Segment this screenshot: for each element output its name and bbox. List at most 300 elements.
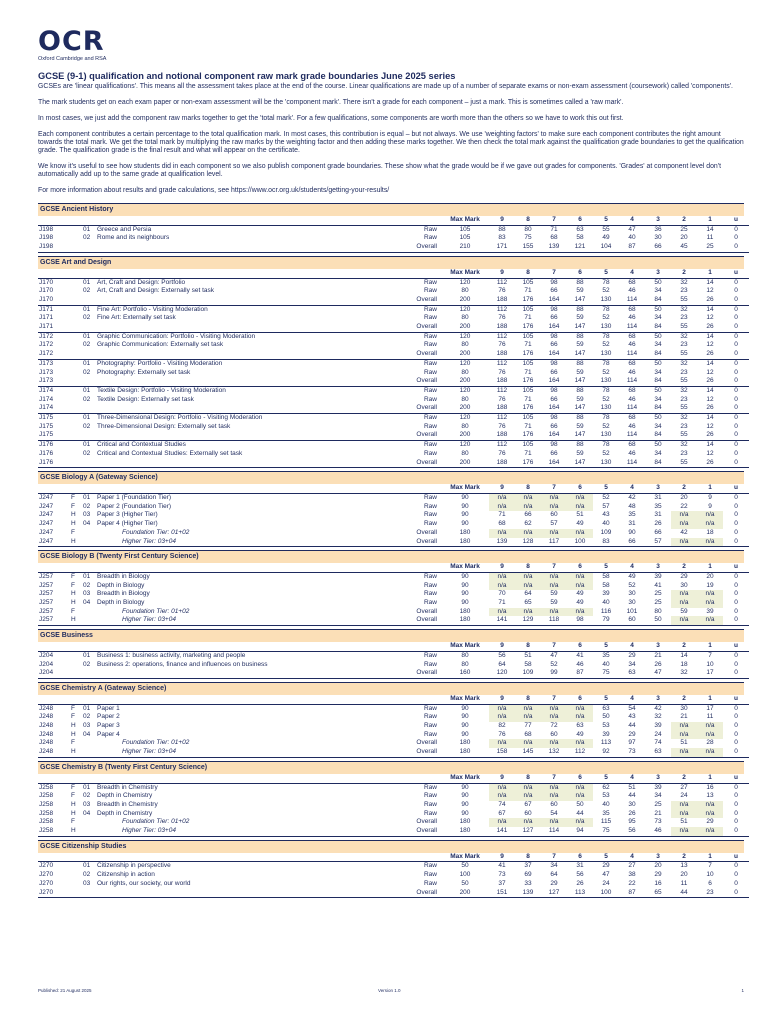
header-blank	[38, 642, 70, 651]
grade-boundary-cell: 21	[654, 809, 662, 817]
grade-boundary-cell: 55	[671, 350, 697, 359]
grade-boundary-cell: 46	[628, 368, 636, 376]
grade-boundary-cell: 55	[671, 431, 697, 440]
grade-boundary-cell: 68	[550, 234, 558, 242]
grade-boundary-cell: 57	[645, 538, 671, 547]
mark-type: Overall	[388, 827, 441, 836]
grade-boundary-cell: 130	[593, 431, 619, 440]
max-mark: 180	[459, 528, 471, 536]
max-mark: 90	[461, 792, 469, 800]
table-row	[38, 296, 749, 305]
grade-boundary-cell: 50	[654, 414, 662, 422]
tier	[70, 450, 82, 459]
max-mark: 90	[461, 722, 469, 730]
grade-boundary-cell: 34	[654, 368, 662, 376]
tier	[70, 459, 82, 468]
mark-type: Raw	[423, 441, 437, 449]
grade-boundary-cell: 188	[489, 431, 515, 440]
grade-header: 1	[697, 216, 723, 225]
table-row	[38, 651, 749, 660]
grade-boundary-cell: 66	[550, 395, 558, 403]
grade-boundary-cell: 130	[593, 377, 619, 386]
table-header-row	[38, 642, 749, 651]
max-mark: 200	[441, 459, 489, 468]
grade-boundary-cell: 44	[671, 889, 697, 898]
spec-code: J175	[39, 422, 54, 430]
grade-boundary-cell: n/a	[697, 599, 723, 608]
component-number	[82, 296, 96, 305]
grade-boundary-cell: 66	[550, 368, 558, 376]
grade-boundary-cell: 139	[541, 243, 567, 252]
grade-boundary-cell: n/a	[515, 608, 541, 617]
grade-boundary-cell: 88	[576, 278, 584, 286]
grade-boundary-cell: 100	[593, 889, 619, 898]
grade-boundary-cell: 0	[734, 730, 738, 738]
table-row	[38, 511, 749, 520]
grade-boundary-cell: 0	[734, 528, 738, 536]
grade-boundary-cell: 78	[602, 332, 610, 340]
grade-boundary-cell: 88	[576, 441, 584, 449]
component-number	[82, 538, 96, 547]
grade-boundary-cell: n/a	[671, 801, 697, 810]
grade-boundary-cell: 30	[680, 581, 688, 589]
grade-boundary-cell: 112	[496, 386, 508, 394]
max-mark: 120	[459, 278, 471, 286]
grade-boundary-cell: 67	[524, 800, 532, 808]
component-title: Paper 4 (Higher Tier)	[97, 520, 158, 528]
tier	[70, 441, 82, 450]
mark-type: Overall	[388, 350, 441, 359]
grade-boundary-cell: 29	[602, 862, 610, 870]
mark-type: Raw	[423, 332, 437, 340]
header-blank	[82, 563, 96, 572]
component-title: Higher Tier: 03+04	[96, 616, 388, 625]
grade-boundary-cell: 20	[706, 572, 714, 580]
grade-boundary-cell: 63	[619, 669, 645, 678]
grade-boundary-cell: 88	[576, 386, 584, 394]
grade-header: 7	[541, 642, 567, 651]
spec-code: J247	[39, 528, 54, 536]
grade-boundary-cell: 55	[671, 377, 697, 386]
page-number: 1	[741, 988, 744, 993]
grade-boundary-cell: 130	[593, 350, 619, 359]
tier: F	[71, 783, 75, 791]
tier: F	[71, 792, 75, 800]
grade-boundary-cell: n/a	[671, 731, 697, 740]
max-mark: 90	[461, 800, 469, 808]
header-blank	[388, 484, 441, 493]
subject-section	[38, 256, 744, 468]
grade-boundary-cell: 164	[541, 350, 567, 359]
grade-boundary-cell: 66	[550, 449, 558, 457]
spec-code: J204	[39, 660, 54, 668]
grade-boundary-cell: 0	[723, 243, 749, 252]
grade-boundary-cell: 171	[489, 243, 515, 252]
component-number	[82, 243, 96, 252]
max-mark: 80	[461, 341, 469, 349]
grade-boundary-cell: 46	[628, 395, 636, 403]
table-row	[38, 538, 749, 547]
grade-boundary-cell: 32	[680, 386, 688, 394]
intro-text	[38, 83, 744, 195]
table-row	[38, 459, 749, 468]
grade-boundary-cell: 77	[524, 722, 532, 730]
tier: F	[71, 528, 75, 536]
grade-header: 5	[593, 269, 619, 278]
grade-boundary-cell: 47	[602, 871, 610, 879]
grade-boundary-cell: 30	[628, 599, 636, 607]
table-row	[38, 889, 749, 898]
grade-boundary-cell: 52	[602, 314, 610, 322]
grade-boundary-cell: 71	[524, 287, 532, 295]
mark-type: Raw	[423, 599, 437, 607]
grade-boundary-cell: 46	[628, 422, 636, 430]
tier: H	[70, 827, 82, 836]
grade-boundary-cell: 32	[680, 441, 688, 449]
component-number: 04	[83, 809, 91, 817]
component-title: Business 1: business activity, marketing and people	[97, 651, 246, 659]
component-title: Citizenship in action	[97, 871, 155, 879]
grade-boundary-cell: 88	[576, 359, 584, 367]
grade-boundary-cell: 26	[697, 323, 723, 332]
component-title: Higher Tier: 03+04	[96, 827, 388, 836]
component-number: 02	[83, 341, 91, 349]
tier	[70, 862, 82, 871]
grade-boundary-cell: 0	[723, 616, 749, 625]
section-title: GCSE Citizenship Studies	[38, 840, 744, 853]
grade-boundary-cell: 31	[628, 520, 636, 528]
grade-boundary-cell: 114	[619, 296, 645, 305]
grade-boundary-cell: 30	[680, 704, 688, 712]
grade-header: 5	[593, 853, 619, 862]
mark-type: Overall	[388, 616, 441, 625]
ocr-logo	[38, 28, 148, 62]
grade-boundary-cell: 34	[628, 660, 636, 668]
grade-boundary-cell: 75	[524, 234, 532, 242]
grade-boundary-cell: 26	[697, 404, 723, 413]
max-mark-header: Max Mark	[441, 484, 489, 493]
intro-paragraph: We know it's useful to see how students did in each component so we also publish component grade boundaries. These show what the grade would be if we gave out grades for components. 'Grades' at component level don't automatically add up to the same grade at qualification level.	[38, 163, 721, 178]
grade-header: 1	[697, 269, 723, 278]
header-blank	[96, 484, 388, 493]
grade-boundary-cell: 71	[498, 599, 506, 607]
max-mark: 50	[461, 879, 469, 887]
grade-boundary-cell: 25	[654, 800, 662, 808]
component-title: Paper 2	[97, 713, 120, 721]
grade-header: 1	[697, 563, 723, 572]
grade-boundary-cell: n/a	[671, 538, 697, 547]
grade-header: 1	[697, 774, 723, 783]
grade-boundary-cell: 64	[524, 590, 532, 598]
mark-type: Raw	[423, 449, 437, 457]
header-blank	[388, 269, 441, 278]
component-number: 03	[83, 590, 91, 598]
component-title	[96, 296, 388, 305]
grade-boundary-cell: 59	[550, 599, 558, 607]
component-title: Paper 4	[97, 730, 120, 738]
grade-boundary-cell: 0	[734, 314, 738, 322]
grade-boundary-cell: n/a	[489, 608, 515, 617]
grade-boundary-cell: 66	[645, 243, 671, 252]
table-row	[38, 599, 749, 608]
grade-boundary-cell: 59	[576, 368, 584, 376]
mark-type: Overall	[388, 243, 441, 252]
header-blank	[96, 216, 388, 225]
grade-boundary-cell: 0	[734, 278, 738, 286]
tier	[70, 871, 82, 880]
spec-code: J248	[39, 739, 54, 747]
grade-boundary-cell: 12	[706, 422, 714, 430]
max-mark-header: Max Mark	[441, 642, 489, 651]
grade-boundary-cell: 0	[734, 651, 738, 659]
spec-code: J170	[39, 278, 54, 286]
grade-boundary-cell: 47	[628, 225, 636, 233]
table-row	[38, 862, 749, 871]
grade-boundary-cell: 113	[567, 889, 593, 898]
component-title	[96, 323, 388, 332]
table-row	[38, 572, 749, 581]
subject-section	[38, 840, 744, 899]
component-number: 02	[83, 871, 91, 879]
mark-type: Raw	[423, 730, 437, 738]
grade-header: u	[723, 853, 749, 862]
grade-boundary-cell: 36	[654, 225, 662, 233]
grade-boundary-cell: 141	[489, 616, 515, 625]
tier: F	[71, 818, 75, 826]
grade-boundary-cell: n/a	[671, 722, 697, 731]
grade-boundary-cell: 147	[567, 431, 593, 440]
header-blank	[96, 563, 388, 572]
spec-code: J258	[39, 783, 54, 791]
grade-boundary-cell: n/a	[697, 810, 723, 819]
grade-boundary-cell: n/a	[697, 722, 723, 731]
grade-boundary-cell: 130	[593, 296, 619, 305]
logo-subtitle: Oxford Cambridge and RSA	[38, 56, 107, 62]
grade-boundary-cell: 164	[541, 296, 567, 305]
grade-boundary-cell: 25	[654, 590, 662, 598]
spec-code: J270	[39, 862, 54, 870]
intro-paragraph: The mark students get on each exam paper or non-exam assessment will be the 'component mark'. There isn't a grade for each component – just a mark. This is sometimes called a 'raw mark'.	[38, 99, 624, 106]
grade-boundary-cell: 0	[734, 305, 738, 313]
component-number	[82, 404, 96, 413]
tier: H	[71, 599, 76, 607]
grade-boundary-cell: 0	[734, 871, 738, 879]
grade-boundary-cell: 14	[706, 278, 714, 286]
tier: H	[70, 748, 82, 757]
grade-boundary-cell: 176	[515, 459, 541, 468]
section-title: GCSE Biology A (Gateway Science)	[38, 471, 744, 484]
grade-boundary-cell: 12	[706, 314, 714, 322]
max-mark: 90	[461, 581, 469, 589]
grade-boundary-cell: 57	[550, 520, 558, 528]
max-mark: 180	[441, 748, 489, 757]
spec-code: J257	[39, 607, 54, 615]
spec-code: J172	[39, 341, 54, 349]
grade-boundary-cell: 78	[602, 386, 610, 394]
grade-boundary-cell: 75	[593, 669, 619, 678]
grade-header: u	[723, 642, 749, 651]
tier	[70, 377, 82, 386]
grade-boundary-cell: 46	[628, 449, 636, 457]
component-title: Photography: Portfolio - Visiting Moderation	[97, 359, 223, 367]
grade-header: 5	[593, 642, 619, 651]
section-title: GCSE Biology B (Twenty First Century Science)	[38, 550, 744, 563]
mark-type: Overall	[416, 607, 437, 615]
max-mark: 180	[441, 538, 489, 547]
grade-boundary-cell: 34	[654, 422, 662, 430]
tier: H	[71, 730, 76, 738]
max-mark: 120	[459, 441, 471, 449]
tier: H	[71, 722, 76, 730]
grade-boundary-cell: 84	[645, 404, 671, 413]
grade-boundary-cell: 23	[680, 422, 688, 430]
grade-boundary-cell: 188	[489, 459, 515, 468]
grade-boundary-cell: 147	[567, 459, 593, 468]
grade-boundary-cell: 88	[576, 414, 584, 422]
grade-boundary-cell: 44	[628, 792, 636, 800]
grade-boundary-cell: 52	[628, 581, 636, 589]
grade-boundary-cell: 0	[734, 739, 738, 747]
header-blank	[388, 695, 441, 704]
grade-boundary-cell: 19	[706, 581, 714, 589]
grade-boundary-cell: 80	[524, 225, 532, 233]
grade-boundary-cell: 99	[541, 669, 567, 678]
grade-boundary-cell: 58	[602, 572, 610, 580]
grade-boundary-cell: n/a	[515, 572, 541, 581]
max-mark: 160	[441, 669, 489, 678]
table-header-row	[38, 774, 749, 783]
grade-boundary-cell: n/a	[489, 503, 515, 512]
grade-boundary-cell: 88	[576, 332, 584, 340]
component-title	[96, 377, 388, 386]
header-blank	[70, 269, 82, 278]
tier	[70, 396, 82, 405]
grade-boundary-cell: 105	[522, 305, 534, 313]
spec-code: J198	[39, 234, 54, 242]
grade-header: 2	[671, 563, 697, 572]
max-mark: 200	[441, 323, 489, 332]
grade-boundary-cell: 14	[680, 651, 688, 659]
grade-boundary-cell: n/a	[541, 503, 567, 512]
component-title: Business 2: operations, finance and influences on business	[97, 660, 268, 668]
tier: H	[71, 809, 76, 817]
grade-boundary-cell: 68	[628, 278, 636, 286]
grade-boundary-cell: 26	[697, 431, 723, 440]
grade-boundary-cell: 114	[619, 459, 645, 468]
grade-boundary-cell: n/a	[567, 503, 593, 512]
grade-boundary-cell: 49	[576, 599, 584, 607]
grade-boundary-cell: 98	[567, 616, 593, 625]
header-blank	[388, 853, 441, 862]
component-number: 03	[83, 879, 91, 887]
header-blank	[388, 642, 441, 651]
grade-boundary-cell: 0	[723, 296, 749, 305]
grade-boundary-cell: 109	[600, 528, 612, 536]
grade-boundary-cell: n/a	[489, 493, 515, 502]
grade-boundary-cell: 9	[708, 502, 712, 510]
grade-boundary-cell: 39	[602, 730, 610, 738]
section-title: GCSE Art and Design	[38, 256, 744, 269]
grade-header: 6	[567, 774, 593, 783]
grade-boundary-cell: 23	[697, 889, 723, 898]
max-mark: 90	[461, 572, 469, 580]
grade-boundary-cell: 84	[645, 296, 671, 305]
grade-boundary-cell: 42	[680, 528, 688, 536]
grade-boundary-cell: 43	[628, 713, 636, 721]
header-blank	[70, 484, 82, 493]
grade-header: 6	[567, 642, 593, 651]
grade-boundary-cell: 76	[498, 395, 506, 403]
max-mark: 200	[441, 296, 489, 305]
component-title: Greece and Persia	[97, 225, 152, 233]
grade-boundary-cell: 67	[498, 809, 506, 817]
grade-boundary-table	[38, 695, 749, 758]
grade-boundary-cell: 112	[567, 748, 593, 757]
grade-boundary-cell: 116	[600, 607, 612, 615]
max-mark: 200	[441, 889, 489, 898]
component-number: 02	[83, 287, 91, 295]
table-row	[38, 441, 749, 450]
tier	[70, 332, 82, 341]
table-header-row	[38, 695, 749, 704]
table-row	[38, 871, 749, 880]
grade-boundary-cell: 68	[628, 386, 636, 394]
grade-boundary-cell: 14	[706, 386, 714, 394]
grade-header: 3	[645, 216, 671, 225]
grade-boundary-cell: 62	[524, 520, 532, 528]
grade-header: 9	[489, 269, 515, 278]
grade-boundary-cell: 26	[628, 809, 636, 817]
component-number	[82, 827, 96, 836]
grade-boundary-cell: 188	[489, 296, 515, 305]
max-mark: 180	[459, 607, 471, 615]
grade-boundary-cell: 40	[602, 520, 610, 528]
max-mark-header: Max Mark	[441, 853, 489, 862]
grade-boundary-cell: 114	[619, 377, 645, 386]
component-title: Depth in Chemistry	[97, 792, 153, 800]
grade-header: 7	[541, 216, 567, 225]
intro-paragraph: GCSEs are 'linear qualifications'. This means all the assessment takes place at the end of the course. Linear qualifications are made up of a number of separate exams or non-exam assessment (coursework) called 'components'.	[38, 83, 733, 90]
tier	[70, 314, 82, 323]
tier: F	[71, 581, 75, 589]
spec-code: J176	[39, 441, 54, 449]
grade-boundary-cell: 21	[680, 713, 688, 721]
grade-boundary-cell: 34	[654, 287, 662, 295]
grade-header: 5	[593, 695, 619, 704]
tier: H	[70, 538, 82, 547]
spec-code: J270	[38, 889, 70, 898]
table-row	[38, 323, 749, 332]
document-page	[38, 28, 744, 898]
grade-boundary-cell: 95	[628, 818, 636, 826]
component-title	[96, 243, 388, 252]
grade-boundary-cell: n/a	[489, 704, 515, 713]
grade-boundary-cell: 0	[734, 287, 738, 295]
grade-header: 2	[671, 484, 697, 493]
grade-boundary-cell: 24	[602, 879, 610, 887]
component-number: 01	[83, 278, 91, 286]
max-mark: 80	[461, 449, 469, 457]
grade-boundary-cell: 40	[602, 599, 610, 607]
tier	[70, 369, 82, 378]
grade-boundary-cell: 32	[680, 332, 688, 340]
table-row	[38, 287, 749, 296]
grade-boundary-cell: 51	[576, 511, 584, 519]
grade-boundary-cell: 164	[541, 323, 567, 332]
grade-boundary-cell: n/a	[567, 529, 593, 538]
tier: H	[70, 616, 82, 625]
grade-boundary-cell: 64	[550, 871, 558, 879]
